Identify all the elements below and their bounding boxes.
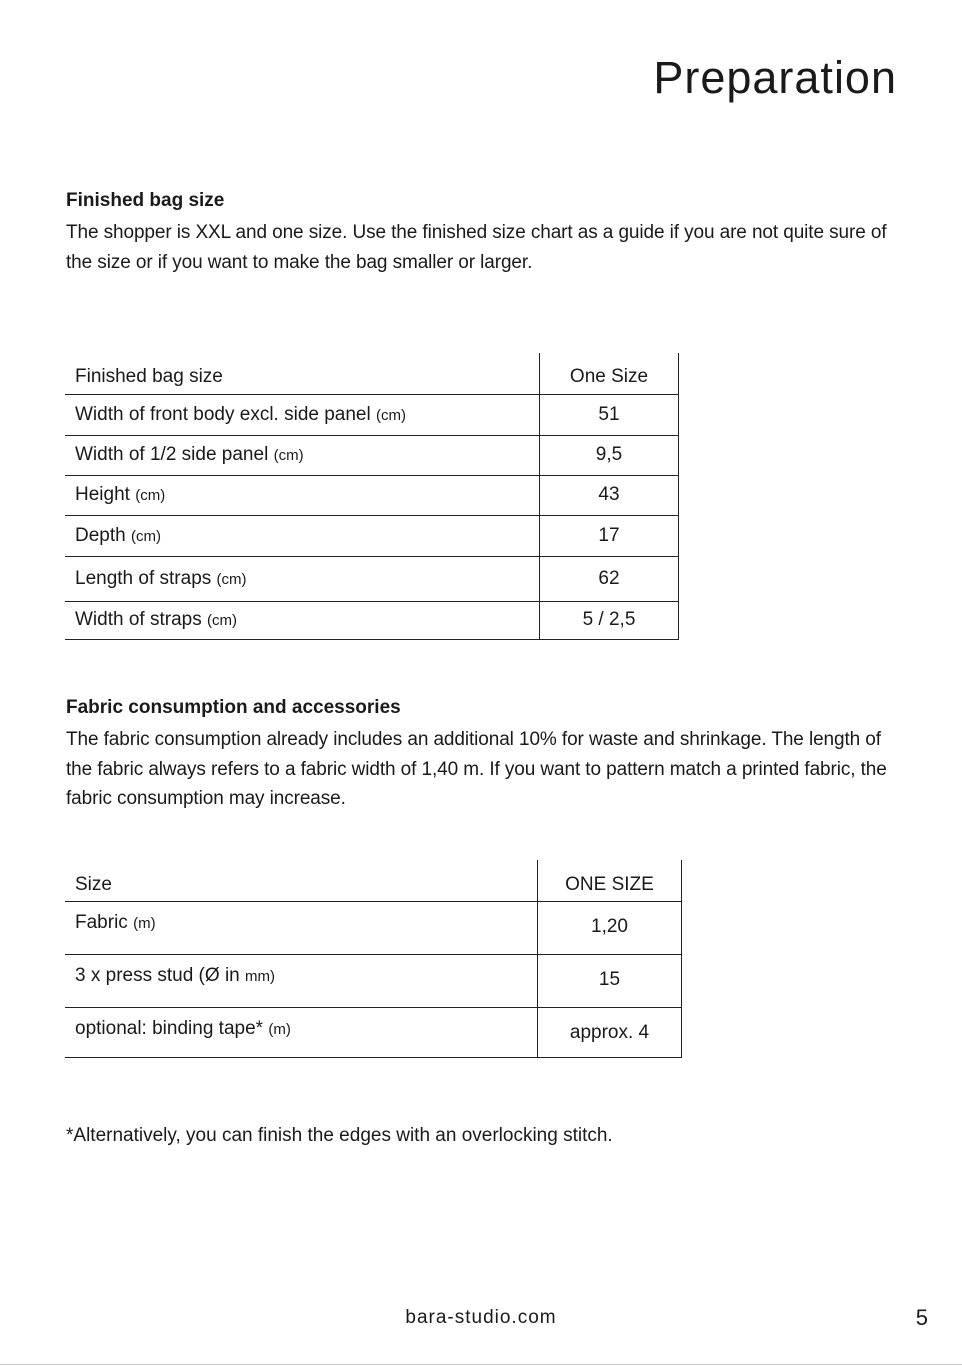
page-number: 5 — [915, 1305, 928, 1330]
table-header-row — [65, 860, 682, 902]
row-value: 9,5 — [540, 435, 679, 475]
row-label: Length of straps — [75, 567, 212, 589]
page-bottom-divider — [0, 1364, 962, 1365]
finished-size-table — [65, 353, 679, 640]
table-row — [65, 955, 682, 1008]
row-value: 43 — [540, 475, 679, 515]
row-label: Depth — [75, 524, 126, 546]
row-label: Width of straps — [75, 609, 202, 630]
row-label: Fabric — [75, 912, 128, 933]
row-label: 3 x press stud (Ø in — [75, 965, 240, 986]
row-unit: (cm) — [130, 527, 161, 545]
table-row — [65, 394, 679, 435]
fabric-text: The fabric consumption already includes an additional 10% for waste and shrinkage. The length of the fabric always refers to a fabric width of 1,40 m. If you want to pattern match a printed fabric, the fabric consumption may increase. — [66, 729, 887, 809]
row-unit: mm) — [245, 968, 276, 985]
row-unit: (m) — [133, 915, 156, 932]
row-unit: (cm) — [273, 447, 304, 464]
row-value: 51 — [540, 394, 679, 435]
row-unit: (cm) — [207, 612, 237, 629]
row-label: optional: binding tape* — [75, 1018, 264, 1039]
finished-size-heading: Finished bag size — [66, 190, 225, 211]
row-value: 1,20 — [538, 902, 682, 955]
row-unit: (cm) — [216, 570, 247, 588]
table-row — [65, 1008, 682, 1058]
row-value: approx. 4 — [538, 1008, 682, 1058]
table-header-value: ONE SIZE — [538, 860, 682, 902]
table-header-label: Finished bag size — [65, 353, 540, 394]
table-header-value: One Size — [540, 353, 679, 394]
table-row — [65, 556, 679, 601]
table-row — [65, 435, 679, 475]
table-row — [65, 601, 679, 639]
table-row — [65, 475, 679, 515]
row-value: 62 — [540, 556, 679, 601]
table-header-row — [65, 353, 679, 394]
page-title: Preparation — [653, 52, 897, 103]
table-row — [65, 902, 682, 955]
footnote: *Alternatively, you can finish the edges with an overlocking stitch. — [66, 1125, 613, 1146]
fabric-table — [65, 860, 682, 1058]
row-unit: (m) — [268, 1021, 291, 1038]
row-unit: (cm) — [376, 406, 406, 424]
row-value: 17 — [540, 515, 679, 556]
table-header-label: Size — [65, 860, 538, 902]
row-label: Width of 1/2 side panel — [75, 444, 269, 465]
row-label: Height — [75, 484, 130, 505]
finished-size-text: The shopper is XXL and one size. Use the finished size chart as a guide if you are not quite sure of the size or if you want to make the bag smaller or larger. — [66, 222, 887, 273]
row-unit: (cm) — [135, 487, 166, 504]
table-row — [65, 515, 679, 556]
row-value: 5 / 2,5 — [540, 601, 679, 639]
row-value: 15 — [538, 955, 682, 1008]
fabric-heading: Fabric consumption and accessories — [66, 697, 401, 718]
website-link[interactable]: bara-studio.com — [405, 1307, 557, 1328]
row-label: Width of front body excl. side panel — [75, 403, 371, 425]
